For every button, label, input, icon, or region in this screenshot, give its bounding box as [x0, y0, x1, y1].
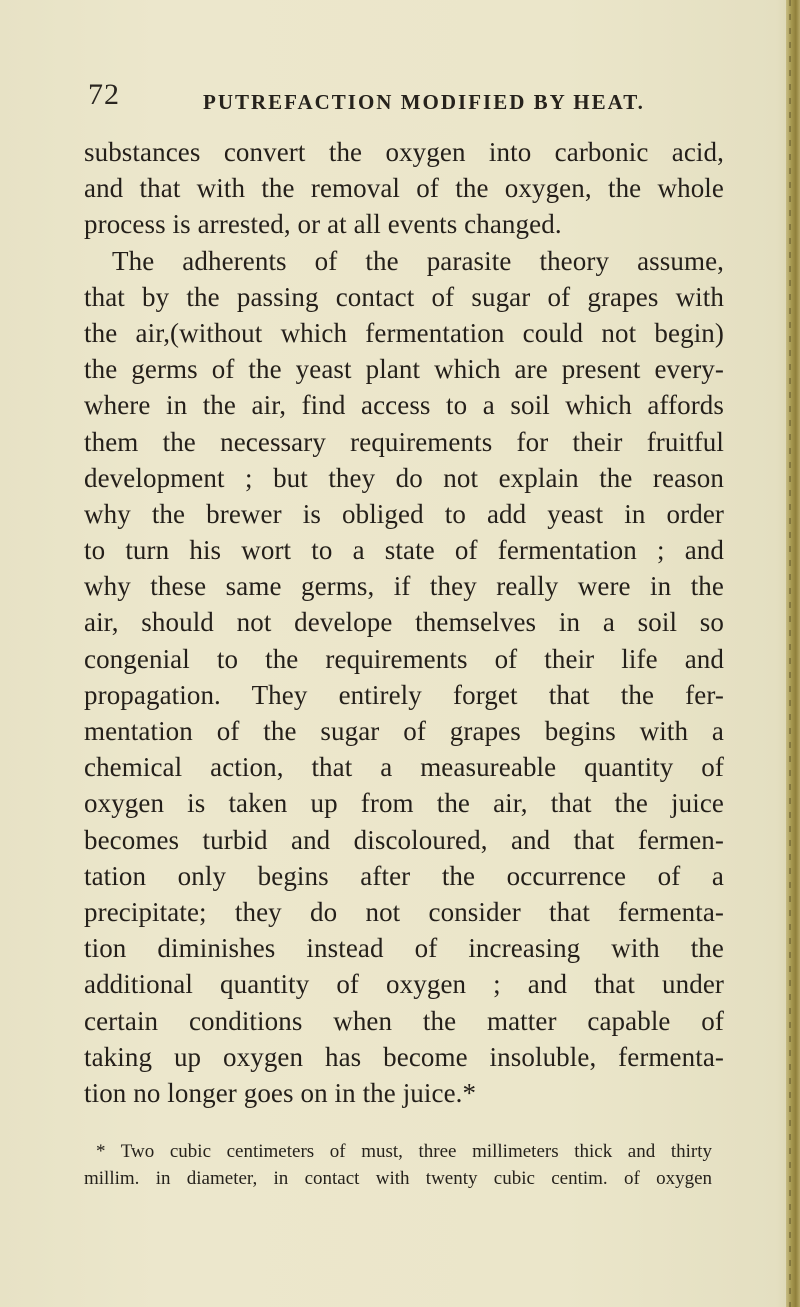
text-line: to turn his wort to a state of fermentation ; and [84, 535, 724, 566]
text-line: the germs of the yeast plant which are present every- [84, 354, 724, 385]
text-line: congenial to the requirements of their life and [84, 643, 724, 674]
text-line: additional quantity of oxygen ; and that under [84, 969, 724, 1000]
text-line: the air,(without which fermentation could not begin) [84, 317, 724, 348]
body-text [84, 134, 724, 1111]
text-line: why the brewer is obliged to add yeast in order [84, 498, 724, 529]
footnote-line: * Two cubic centimeters of must, three millimeters thick and thirty [96, 1141, 712, 1162]
text-line: development ; but they do not explain the reason [84, 462, 724, 493]
text-line: why these same germs, if they really were in the [84, 571, 724, 602]
page-header [88, 78, 688, 118]
text-line: tation only begins after the occurrence of a [84, 860, 724, 891]
text-line: process is arrested, or at all events changed. [84, 209, 562, 240]
text-line: chemical action, that a measureable quantity of [84, 752, 724, 783]
text-line: that by the passing contact of sugar of grapes with [84, 281, 724, 312]
text-line: mentation of the sugar of grapes begins with a [84, 716, 724, 746]
text-line: oxygen is taken up from the air, that the juice [84, 788, 724, 819]
text-line: tion diminishes instead of increasing with the [84, 933, 724, 964]
text-line: certain conditions when the matter capable of [84, 1005, 724, 1036]
text-line: substances convert the oxygen into carbonic acid, [84, 137, 724, 167]
footnote [84, 1138, 712, 1192]
text-line: them the necessary requirements for their fruitful [84, 426, 724, 457]
text-line: taking up oxygen has become insoluble, fermenta- [84, 1041, 724, 1072]
running-head: PUTREFACTION MODIFIED BY HEAT. [203, 90, 645, 114]
text-line: air, should not develope themselves in a soil so [84, 607, 724, 638]
text-line: tion no longer goes on in the juice.* [84, 1077, 477, 1108]
text-line: becomes turbid and discoloured, and that fermen- [84, 824, 724, 855]
footnote-line: millim. in diameter, in contact with twenty cubic centim. of oxygen [84, 1168, 712, 1189]
book-spine-edge [786, 0, 800, 1307]
page-number: 72 [88, 78, 120, 111]
text-line: and that with the removal of the oxygen, the whole [84, 173, 724, 204]
text-line: precipitate; they do not consider that fermenta- [84, 896, 724, 927]
text-line: The adherents of the parasite theory assume, [112, 245, 724, 276]
text-line: propagation. They entirely forget that the fer- [84, 679, 724, 710]
text-line: where in the air, find access to a soil which affords [84, 390, 724, 421]
